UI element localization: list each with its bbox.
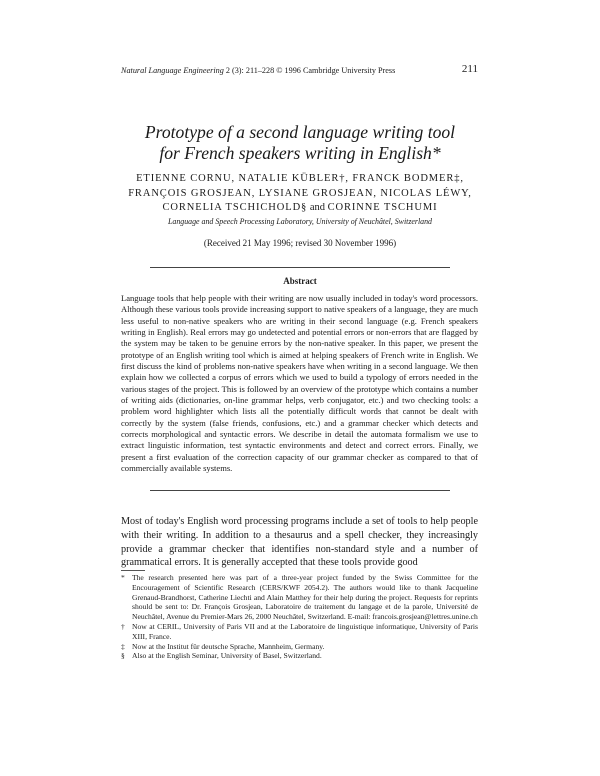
received-dates: (Received 21 May 1996; revised 30 November 1996): [203, 238, 397, 248]
citation-info: 2 (3): 211–228 © 1996 Cambridge University Press: [223, 66, 396, 75]
footnote-mark: ‡: [121, 641, 125, 651]
running-head: [121, 66, 476, 76]
paper-title: [100, 122, 500, 164]
footnote-mark: †: [121, 621, 125, 631]
authors-line-2: FRANÇOIS GROSJEAN, LYSIANE GROSJEAN, NICOLAS LÉWY,: [128, 187, 472, 199]
authors-line-3: [100, 201, 500, 216]
abstract-heading: Abstract: [283, 276, 317, 286]
footnote-text: Also at the English Seminar, University of Basel, Switzerland.: [132, 651, 322, 661]
author-list: [100, 172, 500, 216]
footnote-bodmer: [121, 642, 478, 652]
footnote-tschichold: [121, 651, 478, 661]
intro-paragraph: Most of today's English word processing programs include a set of tools to help people with their writing. In addition to a thesaurus and a spell checker, they increasingly provide a grammar checker that identifies non-standard style and a number of grammatical errors. It is generally accepted that these tools provide good: [121, 516, 478, 569]
author-tschichold: CORNELIA TSCHICHOLD§: [162, 202, 308, 213]
author-tschumi: CORINNE TSCHUMI: [327, 202, 438, 213]
footnote-text: Now at the Institut für deutsche Sprache, Mannheim, Germany.: [132, 641, 325, 651]
footnotes: [121, 573, 478, 661]
footnote-kubler: [121, 622, 478, 642]
title-line-2: for French speakers writing in English*: [159, 143, 441, 163]
footnote-text: Now at CERIL, University of Paris VII and at the Laboratoire de linguistique informatique, University of Paris XIII, France.: [132, 621, 478, 641]
journal-name: Natural Language Engineering: [121, 66, 224, 75]
footnote-text: The research presented here was part of a three-year project funded by the Swiss Committee for the Encouragement of Scientific Research (CERS/KWF 2054.2). The authors would like to thank Jacqueline Grenaud-Brandhorst, Catherine Liechti and Alain Matthey for their help during the project. Requests for reprints should be sent to: Dr. François Grosjean, Laboratoire de traitement du langage et de la parole, Université de Neuchâtel, Avenue du Premier-Mars 26, 2000 Neuchâtel, Switzerland. E-mail: francois.grosjean@lettres.unine.ch: [132, 573, 478, 622]
footnote-mark: §: [121, 651, 125, 661]
footnote-funding: [121, 573, 478, 622]
author-conjunction: and: [307, 202, 328, 213]
affiliation: Language and Speech Processing Laboratory, University of Neuchâtel, Switzerland: [167, 217, 432, 226]
abstract-top-rule: [150, 267, 450, 268]
abstract-bottom-rule: [150, 490, 450, 491]
authors-line-1: ETIENNE CORNU, NATALIE KÜBLER†, FRANCK BODMER‡,: [136, 173, 464, 184]
footnote-rule: [121, 570, 145, 571]
page-number: 211: [461, 63, 478, 75]
title-line-1: Prototype of a second language writing tool: [144, 122, 456, 142]
abstract-body: Language tools that help people with their writing are now usually included in today's word processors. Although these various tools provide increasing support to native speakers of a language, they are much less useful to non-native speakers who are writing in their second language (e.g. French speakers writing in English). Real errors may go undetected and potential errors or non-errors that are flagged by the system may be taken to be genuine errors by the non-native speaker. In this paper, we present the prototype of an English writing tool which is aimed at helping speakers of French write in English. We first discuss the kind of problems non-native speakers have when writing in a second language. We then explain how we collected a corpus of errors which we used to build a typology of errors needed in the various stages of the project. This is followed by an overview of the prototype which contains a number of writing aids (dictionaries, on-line grammar helps, verb conjugator, etc.) and two checking tools: a problem word highlighter which lists all the potentially difficult words that cannot be dealt with correctly by the system (false friends, confusions, etc.) and a grammar checker which detects and corrects morphological and syntactic errors. We describe in detail the automata formalism we use to extract linguistic information, test syntactic environments and detect and correct errors. Finally, we present a first evaluation of the correction capacity of our grammar checker as compared to that of commercially available systems.: [121, 293, 478, 474]
footnote-mark: *: [121, 573, 125, 582]
